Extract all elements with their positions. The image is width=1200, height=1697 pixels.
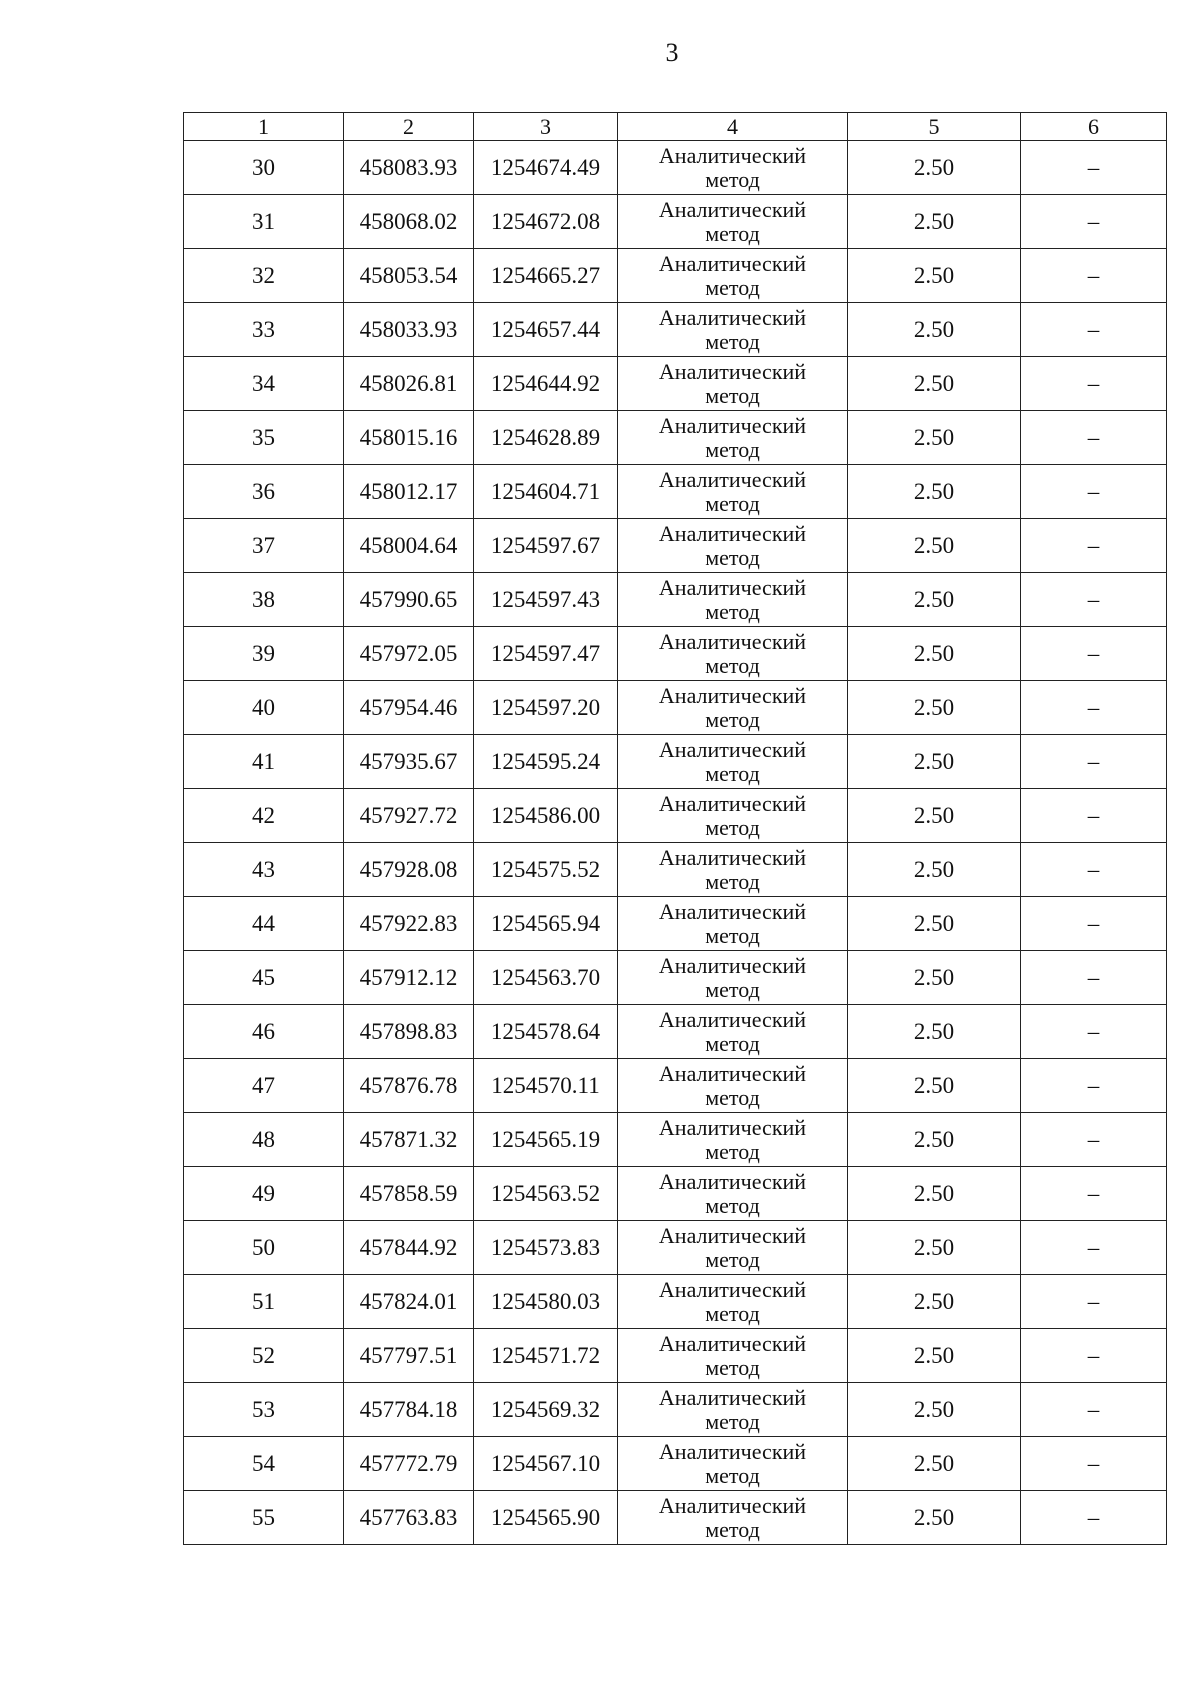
col6-cell: – [1021,1113,1167,1167]
x-coordinate-cell: 458053.54 [344,249,474,303]
y-coordinate-cell: 1254597.20 [474,681,618,735]
point-number-cell: 46 [184,1005,344,1059]
x-coordinate-cell: 457797.51 [344,1329,474,1383]
table-row [184,1329,1167,1383]
method-line-1: Аналитический [658,898,807,924]
accuracy-cell: 2.50 [848,1329,1021,1383]
method-cell [618,1167,848,1221]
col6-cell: – [1021,1383,1167,1437]
method-line-1: Аналитический [658,1222,807,1248]
point-number-cell: 54 [184,1437,344,1491]
y-coordinate-cell: 1254595.24 [474,735,618,789]
method-line-2: метод [705,220,760,246]
y-coordinate-cell: 1254573.83 [474,1221,618,1275]
method-line-2: метод [705,1354,760,1380]
table-row [184,1167,1167,1221]
method-line-2: метод [705,652,760,678]
x-coordinate-cell: 457784.18 [344,1383,474,1437]
point-number-cell: 47 [184,1059,344,1113]
method-line-1: Аналитический [658,196,807,222]
accuracy-cell: 2.50 [848,303,1021,357]
accuracy-cell: 2.50 [848,573,1021,627]
method-cell [618,411,848,465]
table-row [184,573,1167,627]
accuracy-cell: 2.50 [848,1437,1021,1491]
method-cell [618,1221,848,1275]
method-cell [618,735,848,789]
point-number-cell: 39 [184,627,344,681]
point-number-cell: 30 [184,141,344,195]
point-number-cell: 38 [184,573,344,627]
method-line-2: метод [705,1300,760,1326]
x-coordinate-cell: 458026.81 [344,357,474,411]
method-line-2: метод [705,760,760,786]
method-line-1: Аналитический [658,466,807,492]
point-number-cell: 36 [184,465,344,519]
table-row [184,1491,1167,1545]
header-col-6: 6 [1021,113,1167,141]
table-row [184,1113,1167,1167]
method-cell [618,1005,848,1059]
accuracy-cell: 2.50 [848,735,1021,789]
x-coordinate-cell: 457922.83 [344,897,474,951]
method-line-1: Аналитический [658,520,807,546]
header-col-4: 4 [618,113,848,141]
method-line-1: Аналитический [658,736,807,762]
table-row [184,303,1167,357]
point-number-cell: 43 [184,843,344,897]
accuracy-cell: 2.50 [848,789,1021,843]
table-row [184,465,1167,519]
y-coordinate-cell: 1254597.43 [474,573,618,627]
table-row [184,1221,1167,1275]
method-line-2: метод [705,1408,760,1434]
method-cell [618,843,848,897]
y-coordinate-cell: 1254644.92 [474,357,618,411]
point-number-cell: 41 [184,735,344,789]
accuracy-cell: 2.50 [848,1113,1021,1167]
y-coordinate-cell: 1254563.70 [474,951,618,1005]
method-cell [618,519,848,573]
table-row [184,141,1167,195]
y-coordinate-cell: 1254578.64 [474,1005,618,1059]
table-row [184,843,1167,897]
col6-cell: – [1021,249,1167,303]
y-coordinate-cell: 1254563.52 [474,1167,618,1221]
col6-cell: – [1021,303,1167,357]
accuracy-cell: 2.50 [848,465,1021,519]
method-line-2: метод [705,976,760,1002]
point-number-cell: 53 [184,1383,344,1437]
header-col-3: 3 [474,113,618,141]
col6-cell: – [1021,141,1167,195]
method-line-2: метод [705,382,760,408]
method-cell [618,1491,848,1545]
method-line-1: Аналитический [658,1492,807,1518]
col6-cell: – [1021,1491,1167,1545]
x-coordinate-cell: 457858.59 [344,1167,474,1221]
y-coordinate-cell: 1254674.49 [474,141,618,195]
method-line-1: Аналитический [658,142,807,168]
accuracy-cell: 2.50 [848,1167,1021,1221]
point-number-cell: 31 [184,195,344,249]
method-line-1: Аналитический [658,412,807,438]
accuracy-cell: 2.50 [848,1005,1021,1059]
y-coordinate-cell: 1254604.71 [474,465,618,519]
method-cell [618,1437,848,1491]
method-cell [618,1113,848,1167]
point-number-cell: 34 [184,357,344,411]
point-number-cell: 40 [184,681,344,735]
x-coordinate-cell: 457824.01 [344,1275,474,1329]
accuracy-cell: 2.50 [848,1383,1021,1437]
col6-cell: – [1021,519,1167,573]
y-coordinate-cell: 1254628.89 [474,411,618,465]
method-cell [618,1329,848,1383]
accuracy-cell: 2.50 [848,681,1021,735]
accuracy-cell: 2.50 [848,627,1021,681]
y-coordinate-cell: 1254565.19 [474,1113,618,1167]
method-cell [618,1059,848,1113]
x-coordinate-cell: 457927.72 [344,789,474,843]
method-line-2: метод [705,706,760,732]
point-number-cell: 55 [184,1491,344,1545]
method-line-1: Аналитический [658,844,807,870]
method-line-2: метод [705,1138,760,1164]
col6-cell: – [1021,573,1167,627]
page-number: 3 [665,38,679,67]
x-coordinate-cell: 457972.05 [344,627,474,681]
table-row [184,735,1167,789]
table-row [184,1437,1167,1491]
accuracy-cell: 2.50 [848,843,1021,897]
header-col-1: 1 [184,113,344,141]
table-row [184,1005,1167,1059]
method-cell [618,141,848,195]
method-cell [618,249,848,303]
point-number-cell: 44 [184,897,344,951]
col6-cell: – [1021,465,1167,519]
method-line-2: метод [705,1246,760,1272]
y-coordinate-cell: 1254571.72 [474,1329,618,1383]
col6-cell: – [1021,789,1167,843]
method-line-1: Аналитический [658,358,807,384]
method-line-1: Аналитический [658,682,807,708]
method-line-2: метод [705,868,760,894]
point-number-cell: 51 [184,1275,344,1329]
table-row [184,249,1167,303]
accuracy-cell: 2.50 [848,141,1021,195]
col6-cell: – [1021,843,1167,897]
method-line-2: метод [705,1462,760,1488]
x-coordinate-cell: 457898.83 [344,1005,474,1059]
col6-cell: – [1021,357,1167,411]
y-coordinate-cell: 1254672.08 [474,195,618,249]
col6-cell: – [1021,951,1167,1005]
col6-cell: – [1021,735,1167,789]
method-cell [618,951,848,1005]
method-line-2: метод [705,436,760,462]
method-line-1: Аналитический [658,1114,807,1140]
method-cell [618,681,848,735]
method-cell [618,1275,848,1329]
method-line-1: Аналитический [658,1438,807,1464]
col6-cell: – [1021,627,1167,681]
method-line-2: метод [705,544,760,570]
x-coordinate-cell: 457844.92 [344,1221,474,1275]
table-row [184,789,1167,843]
x-coordinate-cell: 458083.93 [344,141,474,195]
y-coordinate-cell: 1254580.03 [474,1275,618,1329]
method-line-2: метод [705,490,760,516]
method-cell [618,195,848,249]
x-coordinate-cell: 458004.64 [344,519,474,573]
method-line-2: метод [705,1192,760,1218]
col6-cell: – [1021,195,1167,249]
method-line-1: Аналитический [658,1006,807,1032]
accuracy-cell: 2.50 [848,897,1021,951]
x-coordinate-cell: 457871.32 [344,1113,474,1167]
accuracy-cell: 2.50 [848,951,1021,1005]
table-row [184,357,1167,411]
method-line-1: Аналитический [658,1060,807,1086]
method-line-2: метод [705,1030,760,1056]
method-line-1: Аналитический [658,790,807,816]
point-number-cell: 49 [184,1167,344,1221]
method-line-1: Аналитический [658,952,807,978]
point-number-cell: 52 [184,1329,344,1383]
point-number-cell: 45 [184,951,344,1005]
method-line-2: метод [705,274,760,300]
y-coordinate-cell: 1254565.90 [474,1491,618,1545]
col6-cell: – [1021,1221,1167,1275]
col6-cell: – [1021,1167,1167,1221]
y-coordinate-cell: 1254586.00 [474,789,618,843]
method-line-2: метод [705,598,760,624]
y-coordinate-cell: 1254565.94 [474,897,618,951]
x-coordinate-cell: 457763.83 [344,1491,474,1545]
col6-cell: – [1021,411,1167,465]
point-number-cell: 50 [184,1221,344,1275]
y-coordinate-cell: 1254657.44 [474,303,618,357]
header-col-5: 5 [848,113,1021,141]
accuracy-cell: 2.50 [848,411,1021,465]
coordinates-table [183,112,1167,1545]
col6-cell: – [1021,1437,1167,1491]
method-line-2: метод [705,922,760,948]
col6-cell: – [1021,1059,1167,1113]
method-cell [618,303,848,357]
method-line-2: метод [705,166,760,192]
col6-cell: – [1021,681,1167,735]
col6-cell: – [1021,1005,1167,1059]
table-row [184,951,1167,1005]
accuracy-cell: 2.50 [848,519,1021,573]
col6-cell: – [1021,1329,1167,1383]
table-header-row [184,113,1167,141]
method-line-1: Аналитический [658,1384,807,1410]
method-line-1: Аналитический [658,574,807,600]
method-cell [618,627,848,681]
method-line-2: метод [705,1516,760,1542]
method-cell [618,573,848,627]
accuracy-cell: 2.50 [848,249,1021,303]
table-row [184,1383,1167,1437]
accuracy-cell: 2.50 [848,1491,1021,1545]
y-coordinate-cell: 1254597.47 [474,627,618,681]
method-line-1: Аналитический [658,1330,807,1356]
method-line-1: Аналитический [658,1168,807,1194]
x-coordinate-cell: 457912.12 [344,951,474,1005]
method-line-2: метод [705,328,760,354]
x-coordinate-cell: 457990.65 [344,573,474,627]
method-cell [618,465,848,519]
y-coordinate-cell: 1254567.10 [474,1437,618,1491]
accuracy-cell: 2.50 [848,1275,1021,1329]
accuracy-cell: 2.50 [848,1221,1021,1275]
point-number-cell: 37 [184,519,344,573]
accuracy-cell: 2.50 [848,195,1021,249]
point-number-cell: 42 [184,789,344,843]
accuracy-cell: 2.50 [848,357,1021,411]
x-coordinate-cell: 457772.79 [344,1437,474,1491]
table-row [184,1275,1167,1329]
table-row [184,411,1167,465]
method-cell [618,789,848,843]
table-row [184,897,1167,951]
table-row [184,1059,1167,1113]
y-coordinate-cell: 1254570.11 [474,1059,618,1113]
method-line-1: Аналитический [658,304,807,330]
method-line-1: Аналитический [658,628,807,654]
x-coordinate-cell: 457935.67 [344,735,474,789]
method-cell [618,897,848,951]
method-line-1: Аналитический [658,250,807,276]
x-coordinate-cell: 458033.93 [344,303,474,357]
y-coordinate-cell: 1254597.67 [474,519,618,573]
method-line-2: метод [705,1084,760,1110]
table-row [184,627,1167,681]
accuracy-cell: 2.50 [848,1059,1021,1113]
x-coordinate-cell: 457928.08 [344,843,474,897]
point-number-cell: 48 [184,1113,344,1167]
y-coordinate-cell: 1254665.27 [474,249,618,303]
header-col-2: 2 [344,113,474,141]
method-cell [618,357,848,411]
y-coordinate-cell: 1254569.32 [474,1383,618,1437]
y-coordinate-cell: 1254575.52 [474,843,618,897]
col6-cell: – [1021,1275,1167,1329]
point-number-cell: 35 [184,411,344,465]
table-row [184,195,1167,249]
x-coordinate-cell: 458068.02 [344,195,474,249]
method-line-1: Аналитический [658,1276,807,1302]
table-row [184,681,1167,735]
x-coordinate-cell: 457876.78 [344,1059,474,1113]
method-line-2: метод [705,814,760,840]
method-cell [618,1383,848,1437]
x-coordinate-cell: 458015.16 [344,411,474,465]
point-number-cell: 32 [184,249,344,303]
x-coordinate-cell: 458012.17 [344,465,474,519]
x-coordinate-cell: 457954.46 [344,681,474,735]
point-number-cell: 33 [184,303,344,357]
col6-cell: – [1021,897,1167,951]
table-row [184,519,1167,573]
